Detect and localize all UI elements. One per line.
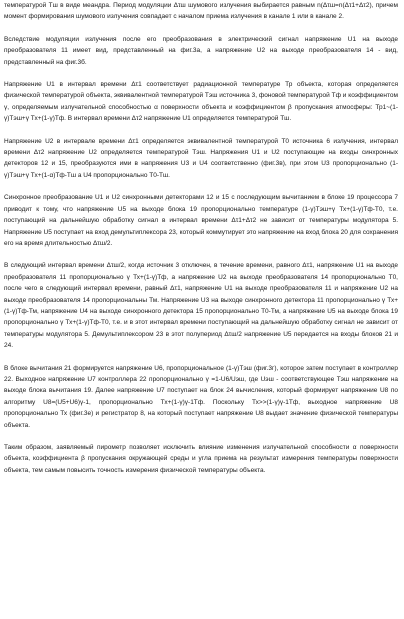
paragraph-3: Напряжение U1 в интервал времени Δτ1 соответствует радиационной температуре Тр объекта, которая определяется физической температурой объекта, эквивалентной температурой Тэш источника 3, фоновой температурой Тф и коэффициентом γ, определяемым излучательной способностью α поверхности объекта и коэффициентом β пропускания атмосферы: Тр1~(1-γ)Тэш+γ Тх+(1-γ)Тф. В интервал времени Δτ2 напряжение U1 определяется температурой Тш. — [4, 81, 398, 123]
paragraph-8: Таким образом, заявляемый пирометр позволяет исключить влияние изменения излучательной способности α поверхности объекта, коэффициента β пропускания окружающей среды и угла приема на результат измерения температуры поверхности объекта, тем самым повысить точность измерения физической температуры объекта. — [4, 444, 398, 474]
paragraph-5: Синхронное преобразование U1 и U2 синхронными детекторами 12 и 15 с последующим вычитанием в блоке 19 процессора 7 приводит к тому, что напряжение U5 на выходе блока 19 пропорционально температуре (1-γ)Тэш+γ Тх+(1-γ)Тф-Т0, т.е. поступающий на дальнейшую обработку сигнал в интервал времени Δτ1+Δτ2 не зависит от температуры модулятора 5. Напряжение U5 поступает на вход демультиплексора 23, который коммутирует это напряжение на вход блока 20 для сохранения его на время длительностью Δτш/2. — [4, 194, 398, 247]
paragraph-4: Напряжение U2 в интервале времени Δτ1 определяется эквивалентной температурой Т0 источника 6 излучения, интервал времени Δτ2 напряжение U2 определяется температурой Тэш. Напряжения U1 и U2 поступающие на входы синхронных детекторов 12 и 15, преобразуются ими в напряжения U3 и U4 соответственно (фиг.3в), при этом U3 пропорционально (1-γ)Тэш+γ Тх+(1-α)Тф-Тш а U4 пропорционально Т0-Тш. — [4, 137, 398, 179]
paragraph-7: В блоке вычитания 21 формируется напряжение U6, пропорциональное (1-γ)Тэш (фиг.3г), которое затем поступает в контроллер 22. Выходное напряжение U7 контроллера 22 пропорционально γ =1-U6/Uэш, где Uэш - соответствующее Тэш напряжение на выходе блока вычитания 19. Далее напряжение U7 поступает на блок 24 вычисления, который формирует напряжение U8 по алгоритму U8=(U5+U6)γ-1, пропорционально Тх+(1-γ)γ-1Тф. Поскольку Тх>>(1-γ)γ-1Тф, выходное напряжение U8 пропорционально Тх (фиг.3е) и регистратор 8, на который поступает напряжение U8 выдает значение физической температуры объекта. — [4, 364, 398, 429]
paragraph-1: температурой Тш в виде меандра. Период модуляции Δτш шумового излучения выбирается равным n(Δτш=n(Δτ1+Δτ2), причем момент формирования шумового излучения совпадает с началом приема излучения в канале 1 или в канале 2. — [4, 2, 398, 21]
paragraph-6: В следующий интервал времени Δτш/2, когда источник 3 отключен, в течение времени, равного Δτ1, напряжение U1 на выходе преобразователя 11 пропорционально γ Тх+(1-γ)Тф, а напряжение U2 на выходе преобразователя 14 пропорционально Т0, после чего в следующий интервал времени, равный Δτ1, напряжение U1 на выходе преобразователя 11 и напряжение U2 на выходе преобразователя 14 пропорциональны Тм. Напряжение U3 на выходе синхронного детектора 11 пропорционально γ Тх+(1-γ)Тф-Тм, напряжение U4 на выходе синхронного детектора 15 пропорционально Т0-Тм, а напряжение U5 на выходе блока 19 пропорционально γ Тх+(1-γ)Тф-Т0, т.е. и в этот интервал времени поступающий на дальнейшую обработку сигнал не зависит от температуры модулятора 5. Демультиплексором 23 в этот полупериод Δτш/2 напряжение U5 передается на входы блоков 21 и 24. — [4, 262, 398, 350]
paragraph-2: Вследствие модуляции излучения после его преобразования в электрический сигнал напряжение U1 на выходе преобразователя 11 имеет вид, представленный на фиг.3а, а напряжение U2 на выходе преобразователя 14 - вид, представленный на фиг.3б. — [4, 35, 398, 66]
